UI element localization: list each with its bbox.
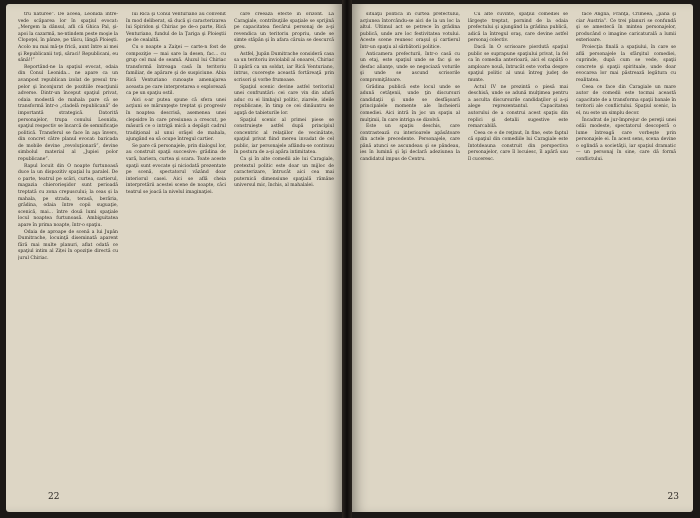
paragraph: care creează efecte în orizont. La Caragiale, contribuţiile spaţiale se sprijină pe capacitatea fiecărui personaj de a-şi revendica un teritoriu propriu, unde se simte stăpân şi în afara căruia se descurcă greu. (234, 12, 334, 50)
book-gutter (342, 0, 352, 518)
paragraph: Cu alte cuvinte, spaţiul comediei se lărgeşte treptat, pornind de la odaia prefectului şi ajungând la grădina publică, adică la întregul oraş, care devine astfel personaj colectiv. (468, 12, 568, 44)
paragraph: Aici s-ar putea spune că sfera unei acţiuni se mărunţeşte treptat şi progresiv în noaptea descrisă, asemenea unei clepsidre în care presiunea a crescut, pe măsură ce o intrigă mică a depăşit cadrul tradiţional al unui orăşel de mahala, ajungând ea să ocupe întregul cartier. (126, 97, 226, 143)
left-column-3 (234, 12, 334, 474)
paragraph: Astfel, Jupân Dumitrache consideră casa sa un teritoriu inviolabil al onoarei, Chiriac îl apără ca un soldat, iar Rică Venturiano, intrus, cucereşte această fortăreaţă prin scrisori şi vorbe frumoase. (234, 51, 334, 83)
paragraph: situaţii politică în curtea prefectului, acţiunea întorcându-se aici de la un loc la altul. Ultimul act se petrece în grădina publică, unde are loc festivitatea votului. Aceste scene reunesc oraşul şi cartierul într-un spaţiu al sărbătorii politice. (360, 12, 460, 50)
right-page-columns (360, 12, 682, 474)
paragraph: Actul IV ne prezintă o piesă mai deschisă, unde se adună mulţimea pentru a asculta discursurile candidaţilor şi a-şi alege reprezentantul. Capacitatea autorului de a construi acest spaţiu din replici şi detalii sugestive este remarcabilă. (468, 84, 568, 130)
left-page (6, 4, 342, 512)
right-column-2 (468, 12, 568, 474)
paragraph: Grădina publică este locul unde se adună cetăţenii, unde ţin discursuri candidaţii şi unde se desfăşoară principalele momente ale încheierii comediei. Aici intră în joc un spaţiu al mulţimii, în care intriga se dizolvă. (360, 84, 460, 123)
left-column-1 (18, 12, 118, 474)
paragraph: Spaţiul scenic al primei piese se construieşte astfel după principiul concentric al relaţiilor de vecinătate, spaţiul privat fiind mereu invadat de cel public, iar personajele aflându-se continuu în postura de a-şi apăra intimitatea. (234, 117, 334, 156)
right-column-1 (360, 12, 460, 474)
paragraph: Ceea ce face din Caragiale un mare autor de comedii este tocmai această capacitate de a transforma spaţii banale în teritorii ale conflictului. Spaţiul scenic, la el, nu este un simplu decor. (576, 84, 676, 116)
paragraph: Proiecţia finală a spaţiului, în care se află personajele la sfârşitul comediei, cuprinde, după cum se vede, spaţii concrete şi spaţii spirituale, unde doar evocarea lor mai păstrează legătura cu realitatea. (576, 44, 676, 83)
paragraph: face Anglia, Franţa, Crimeea, „până şi ciar Austria”. Ce trei planuri se confundă şi se amestecă în mintea personajelor, producând o imagine caricaturală a lumii exterioare. (576, 12, 676, 44)
paragraph: Reportând-ne la spaţiul evocat, odaia din Conul Leonida... ne apare ca un avanpost republican izolat de presul trupelor şi înconjurat de pozitiile reacţiunii adverse. Dintr-un început spaţiul privat, odaia modestă de mahala pare că se transformă într-o „cladelă republicană” de importantă strategică. Datorită personajelor, trupa conului Leonida, spaţiul respectiv se încarcă de semnificaţie politică. Transferul se face în aşa învers, din concret către planul evocat: baricada de mobile devine „revoluţionară”, devine simbolul material al „Jupiei polor republicane”. (18, 64, 118, 163)
paragraph: Ceea ce e de reţinut, în fine, este faptul că spaţiul din comediile lui Caragiale este întotdeauna construit din perspectiva personajelor, care îl locuiesc, îl apără sau îl cuceresc. (468, 130, 568, 163)
paragraph: Dacă în O scrisoare pierdută spaţiul public se suprapune spaţiului privat, la fel ca în comedia anterioară, aici el capătă o amploare nouă, întrucât este vorba despre spaţiul politic al unui întreg judeţ de munte. (468, 44, 568, 83)
paragraph: Încadrat de jur-împrejur de pereţii unei odăi modeste, spectatorul descoperă o lume întreagă care vorbeşte prin personajele ei. În acest sens, scena devine o oglindă a societăţii, iar spaţiul dramatic — un personaj în sine, care dă formă conflictului. (576, 117, 676, 163)
paragraph: Spaţiul scenic devine astfel teritoriul unei confruntări: cei care vin din afară aduc cu ei limbajul politic, ziarele, ideile republicane, în timp ce cei dinăuntru se agaţă de tabieturile lor. (234, 84, 334, 116)
paragraph: Este un spaţiu deschis, care contrastează cu interioarele apăsătoare din actele precedente. Personajele, care până atunci se ascundeau şi se pândeau, ies în lumină şi îşi declară adeziunea la candidatul impus de Centru. (360, 124, 460, 163)
right-page-number: 23 (667, 492, 679, 502)
right-page (352, 4, 693, 512)
paragraph: Se pare că personajele, prin dialogul lor, au construit spaţii succesive: grădina de vară, bariera, curtea și scara. Toate aceste spaţii sunt evocate şi niciodată prezentate pe scenă, spectatorul văzând doar interiorul casei. Aici se află cheia interpretării acestei scene de noapte, căci teatrul se joacă la nivelul imaginaţiei. (126, 143, 226, 196)
paragraph: tru naturee”. De aceea, Leonida întrevede scăparea lor în spaţiul evocat: „Mergem la dânsul, afli că Ghica Pal, şi-apoi la cazarmă, ne-ntindem peste moşie la Clopoţei, în pânze, pe tăicu, lângă Ploieşti. Acolo nu mai mă-ţe frică, aunt între ai mei şi Republicanii toţi, săraci! Republicani, eu sănă!!” (18, 12, 118, 64)
paragraph: Rapul locuit din O noapte furtunoasă duce la un dispozitiv spaţial lu paralel. De o parte, teatrul pe scări, curtea, cartierul, magazia chierorieşidor sunt perioadă treptată cu zona crepuscului; la ceas și la mahala, pe strada, terasă, berăria, grădina, odaia între copii suguaţie, scenică, mai... între două lumi spaţiale locul noaptea furtunoasă. Ambiguitatea apare în prima noapte, într-o spaţiu. (18, 163, 118, 228)
right-column-3 (576, 12, 676, 474)
left-column-2 (126, 12, 226, 474)
paragraph: Cu o noapte a Zaiţei — carte-n fost de compoziţie — mai sare la desen, fac... cu grup cel mai de seamă. Aluzul lui Chiriac transformă întreaga casă în teritoriu familiar, de apărare şi de suspiciune. Abia Rică Venturiano cunoaşte amenajarea aceasta pe care interpretarea o explorează ca pe un spaţiu ostil. (126, 44, 226, 97)
paragraph: Anticamera prefecturii, într-o casă cu un etaj, este spaţiul unde se fac şi se desfac alianţe, unde se negociază voturile şi unde se ascund scrisorile compromiţătoare. (360, 51, 460, 83)
left-page-number: 22 (48, 492, 60, 502)
paragraph: Ca şi în alte comedii ale lui Caragiale, pretextul politic este doar un mijloc de caracterizare, întrucât aici cea mai puternică dimensiune spaţială rămâne universul mic, închis, al mahalalei. (234, 157, 334, 189)
paragraph: lui Rică şi Conul Venturiano au convenit în mod deliberat, să ducă şi caracterizarea lui Spiridon şi Chiriac pe de-o parte, Rică Venturiano, fundul de la Ţariga şi Ploieştii pe de cealaltă. (126, 12, 226, 44)
paragraph: Odaia de aproape de scenă a lui Jupân Dumitrache, locuinţă diseminată aparent fără mai multe planuri, aflat odată ce spaţiul intim al Ziței în opoziţie directă cu jurul Chiriac. (18, 229, 118, 261)
left-page-columns (18, 12, 336, 474)
